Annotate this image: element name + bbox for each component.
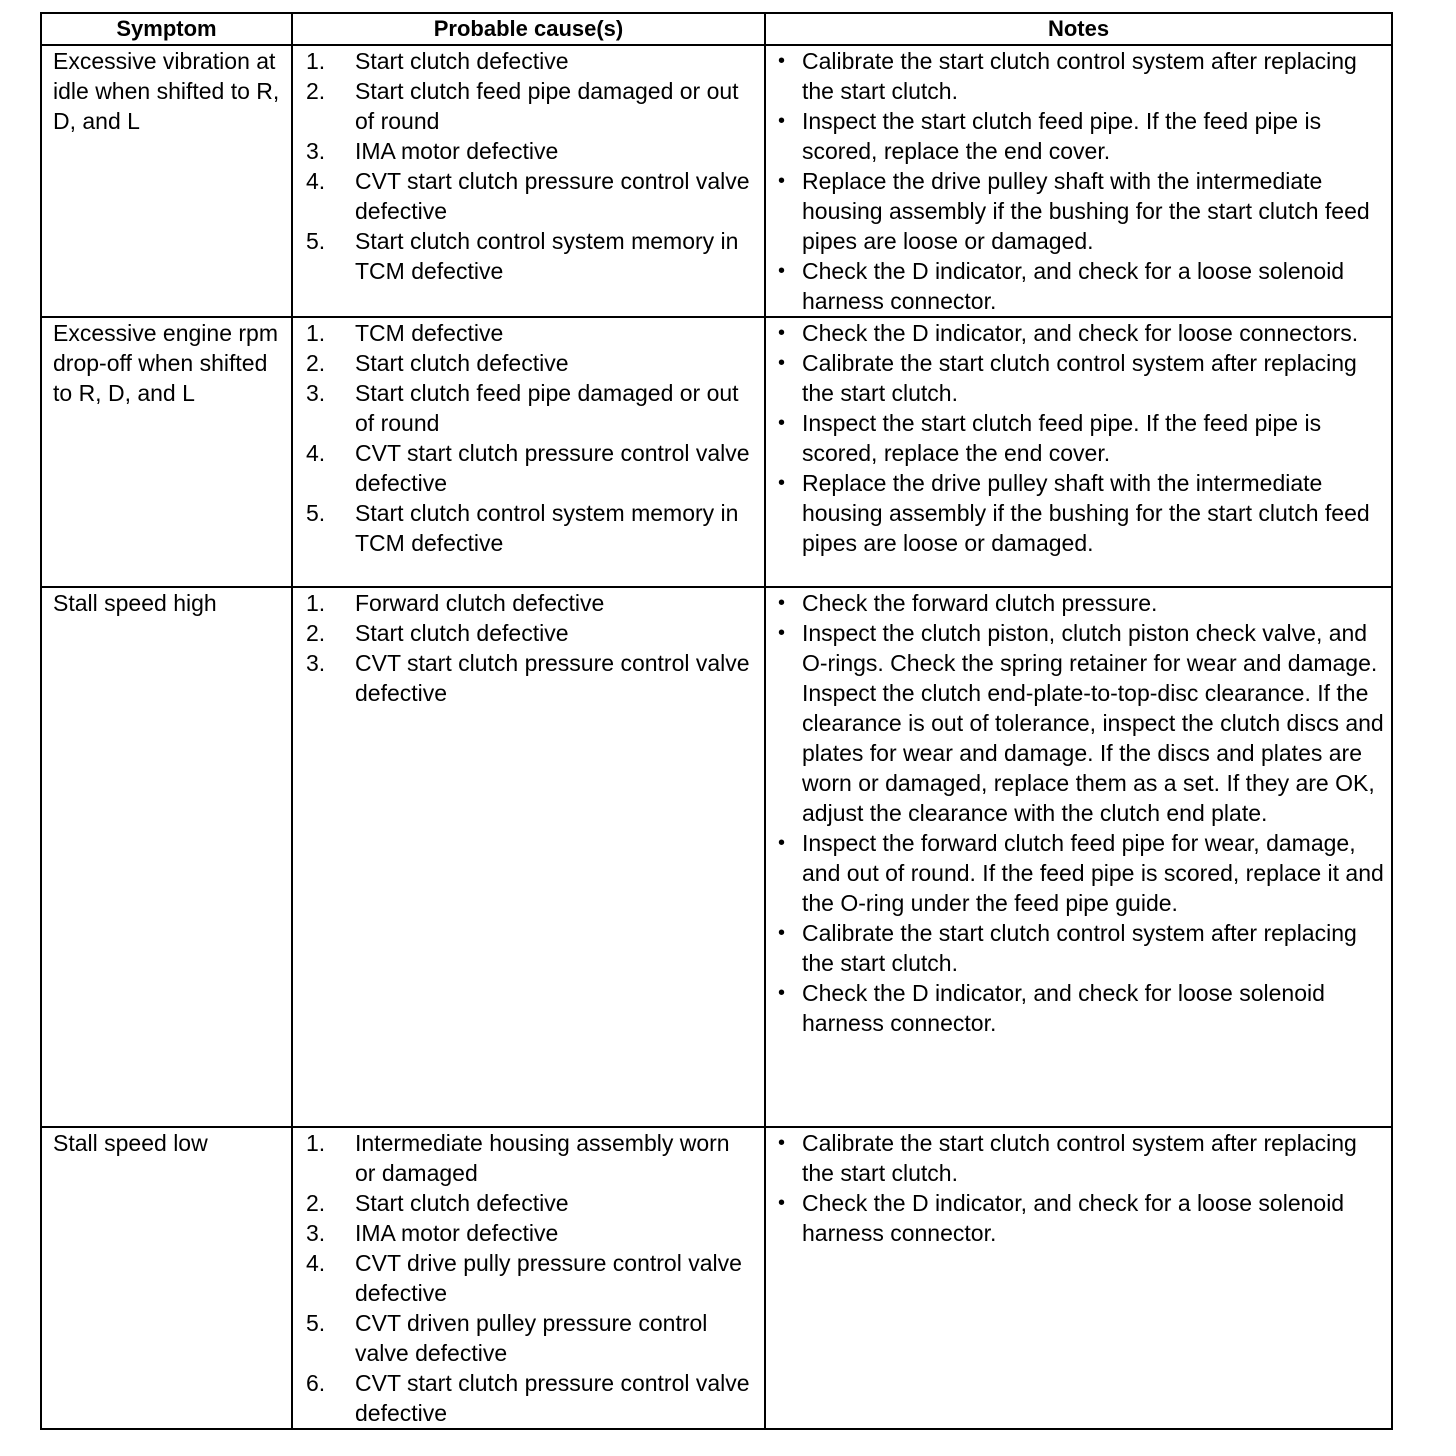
table-row	[41, 317, 1392, 587]
item-text: CVT start clutch pressure control valve defective	[355, 1370, 750, 1426]
item-text: IMA motor defective	[355, 1220, 559, 1246]
causes-cell	[292, 587, 765, 1127]
table-row	[41, 45, 1392, 317]
cause-list	[293, 46, 764, 286]
bullet-icon: •	[778, 322, 786, 344]
bullet-icon: •	[778, 592, 786, 614]
item-number: 6.	[306, 1370, 326, 1396]
item-text: Check the forward clutch pressure.	[802, 590, 1158, 616]
cause-list	[293, 588, 764, 708]
item-text: Start clutch defective	[355, 350, 569, 376]
item-number: 2.	[306, 350, 326, 376]
item-text: Intermediate housing assembly worn or damaged	[355, 1130, 730, 1186]
bullet-icon: •	[778, 412, 786, 434]
header-notes: Notes	[765, 13, 1392, 45]
item-text: Inspect the start clutch feed pipe. If the feed pipe is scored, replace the end cover.	[802, 410, 1322, 466]
item-text: TCM defective	[355, 320, 504, 346]
note-item	[766, 468, 1391, 558]
cause-item	[293, 498, 764, 558]
note-item	[766, 166, 1391, 256]
symptom-cell: Excessive engine rpm drop-off when shifted to R, D, and L	[41, 317, 292, 587]
bullet-icon: •	[778, 832, 786, 854]
symptom-cell: Excessive vibration at idle when shifted to R, D, and L	[41, 45, 292, 317]
header-probable-causes: Probable cause(s)	[292, 13, 765, 45]
cause-item	[293, 1188, 764, 1218]
note-item	[766, 1188, 1391, 1248]
table-row	[41, 1127, 1392, 1429]
cause-item	[293, 648, 764, 708]
item-number: 2.	[306, 1190, 326, 1216]
cause-item	[293, 588, 764, 618]
item-number: 3.	[306, 138, 326, 164]
item-text: Check the D indicator, and check for loose connectors.	[802, 320, 1359, 346]
cause-item	[293, 618, 764, 648]
troubleshooting-table	[40, 12, 1393, 1430]
bullet-icon: •	[778, 622, 786, 644]
note-list	[766, 1128, 1391, 1248]
note-list	[766, 588, 1391, 1038]
item-text: Inspect the clutch piston, clutch piston check valve, and O-rings. Check the spring retainer for wear and damage. Inspect the clutch end-plate-to-top-disc clearance. If the clearance is out of tolerance, inspect the clutch discs and plates for wear and damage. If the discs and plates are worn or damaged, replace them as a set. If they are OK, adjust the clearance with the clutch end plate.	[802, 620, 1384, 826]
item-number: 5.	[306, 500, 326, 526]
note-item	[766, 618, 1391, 828]
item-text: Replace the drive pulley shaft with the intermediate housing assembly if the bushing for the start clutch feed pipes are loose or damaged.	[802, 168, 1370, 254]
cause-item	[293, 348, 764, 378]
item-text: Calibrate the start clutch control system after replacing the start clutch.	[802, 48, 1357, 104]
bullet-icon: •	[778, 922, 786, 944]
item-text: Forward clutch defective	[355, 590, 605, 616]
item-text: Check the D indicator, and check for loose solenoid harness connector.	[802, 980, 1325, 1036]
cause-item	[293, 46, 764, 76]
item-number: 2.	[306, 620, 326, 646]
notes-cell	[765, 45, 1392, 317]
note-list	[766, 46, 1391, 316]
cause-item	[293, 1218, 764, 1248]
cause-item	[293, 1368, 764, 1428]
cause-item	[293, 378, 764, 438]
item-text: CVT start clutch pressure control valve defective	[355, 440, 750, 496]
item-text: Check the D indicator, and check for a loose solenoid harness connector.	[802, 1190, 1345, 1246]
item-number: 3.	[306, 380, 326, 406]
note-item	[766, 318, 1391, 348]
item-text: Start clutch feed pipe damaged or out of round	[355, 380, 739, 436]
item-number: 1.	[306, 48, 326, 74]
bullet-icon: •	[778, 1132, 786, 1154]
bullet-icon: •	[778, 170, 786, 192]
item-number: 2.	[306, 78, 326, 104]
item-text: Calibrate the start clutch control system after replacing the start clutch.	[802, 920, 1357, 976]
item-text: CVT start clutch pressure control valve defective	[355, 650, 750, 706]
item-text: Start clutch defective	[355, 620, 569, 646]
item-text: Start clutch defective	[355, 1190, 569, 1216]
cause-item	[293, 226, 764, 286]
item-number: 3.	[306, 1220, 326, 1246]
cause-item	[293, 318, 764, 348]
bullet-icon: •	[778, 352, 786, 374]
header-row	[41, 13, 1392, 45]
causes-cell	[292, 1127, 765, 1429]
item-text: CVT start clutch pressure control valve defective	[355, 168, 750, 224]
note-item	[766, 918, 1391, 978]
bullet-icon: •	[778, 472, 786, 494]
item-number: 4.	[306, 1250, 326, 1276]
causes-cell	[292, 45, 765, 317]
note-item	[766, 106, 1391, 166]
item-text: IMA motor defective	[355, 138, 559, 164]
bullet-icon: •	[778, 260, 786, 282]
item-text: Inspect the start clutch feed pipe. If the feed pipe is scored, replace the end cover.	[802, 108, 1322, 164]
cause-item	[293, 438, 764, 498]
item-number: 4.	[306, 168, 326, 194]
note-list	[766, 318, 1391, 558]
note-item	[766, 256, 1391, 316]
note-item	[766, 828, 1391, 918]
table-row	[41, 587, 1392, 1127]
notes-cell	[765, 1127, 1392, 1429]
bullet-icon: •	[778, 110, 786, 132]
item-number: 3.	[306, 650, 326, 676]
item-number: 5.	[306, 1310, 326, 1336]
note-item	[766, 978, 1391, 1038]
cause-item	[293, 76, 764, 136]
item-text: Start clutch control system memory in TCM defective	[355, 500, 739, 556]
cause-list	[293, 1128, 764, 1428]
item-number: 4.	[306, 440, 326, 466]
header-symptom: Symptom	[41, 13, 292, 45]
cause-list	[293, 318, 764, 558]
causes-cell	[292, 317, 765, 587]
item-text: Start clutch control system memory in TCM defective	[355, 228, 739, 284]
item-text: Calibrate the start clutch control system after replacing the start clutch.	[802, 1130, 1357, 1186]
note-item	[766, 588, 1391, 618]
item-number: 1.	[306, 1130, 326, 1156]
cause-item	[293, 1248, 764, 1308]
bullet-icon: •	[778, 50, 786, 72]
item-number: 5.	[306, 228, 326, 254]
item-text: CVT driven pulley pressure control valve defective	[355, 1310, 708, 1366]
note-item	[766, 408, 1391, 468]
notes-cell	[765, 587, 1392, 1127]
item-text: Replace the drive pulley shaft with the intermediate housing assembly if the bushing for the start clutch feed pipes are loose or damaged.	[802, 470, 1370, 556]
symptom-cell: Stall speed low	[41, 1127, 292, 1429]
item-text: Calibrate the start clutch control system after replacing the start clutch.	[802, 350, 1357, 406]
item-text: Check the D indicator, and check for a loose solenoid harness connector.	[802, 258, 1345, 314]
item-text: Start clutch defective	[355, 48, 569, 74]
cause-item	[293, 136, 764, 166]
cause-item	[293, 1128, 764, 1188]
symptom-cell: Stall speed high	[41, 587, 292, 1127]
note-item	[766, 1128, 1391, 1188]
notes-cell	[765, 317, 1392, 587]
cause-item	[293, 1308, 764, 1368]
item-number: 1.	[306, 320, 326, 346]
note-item	[766, 46, 1391, 106]
item-text: CVT drive pully pressure control valve defective	[355, 1250, 742, 1306]
bullet-icon: •	[778, 982, 786, 1004]
cause-item	[293, 166, 764, 226]
bullet-icon: •	[778, 1192, 786, 1214]
item-text: Inspect the forward clutch feed pipe for wear, damage, and out of round. If the feed pipe is scored, replace it and the O-ring under the feed pipe guide.	[802, 830, 1384, 916]
note-item	[766, 348, 1391, 408]
item-text: Start clutch feed pipe damaged or out of round	[355, 78, 739, 134]
item-number: 1.	[306, 590, 326, 616]
